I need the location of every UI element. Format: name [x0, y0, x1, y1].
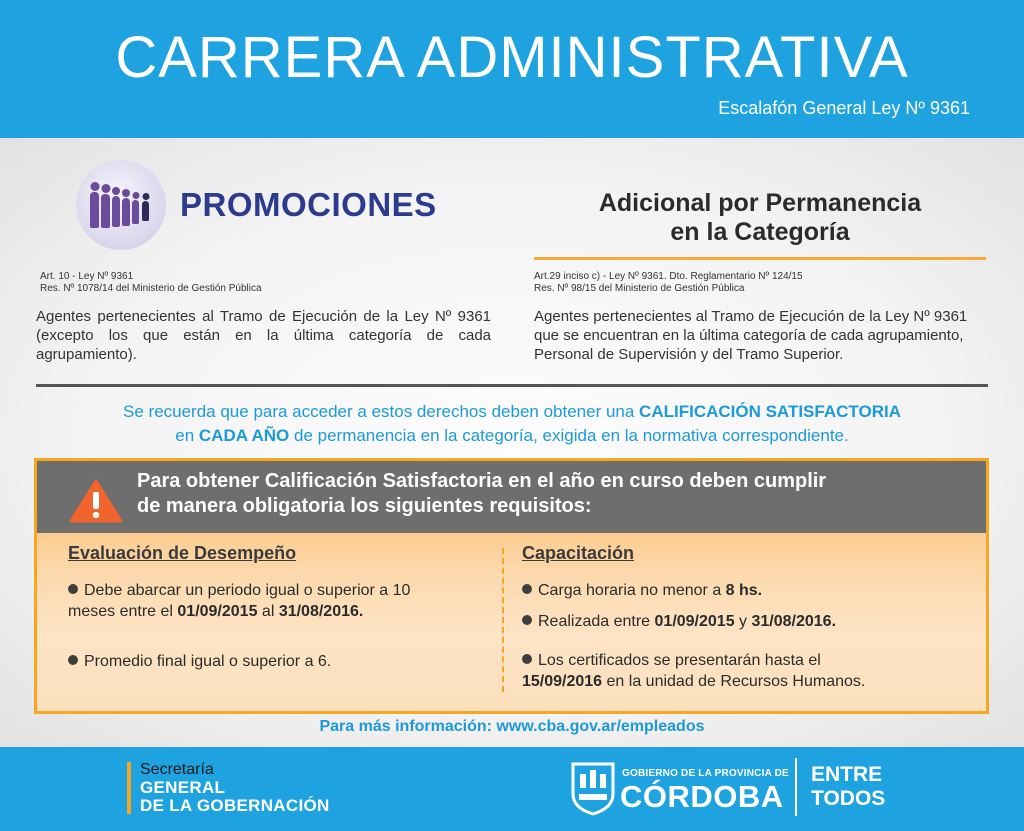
- promociones-description: Agentes pertenecientes al Tramo de Ejecución de la Ley Nº 9361 (excepto los que están en la última categoría de cada agrupamiento).: [36, 308, 491, 363]
- adicional-title-line1: Adicional por Permanencia: [598, 189, 922, 217]
- column-divider: [502, 548, 504, 692]
- requirements-title-line1: Para obtener Calificación Satisfactoria en el año en curso deben cumplir: [137, 470, 827, 492]
- evaluacion-item1-date2: 31/08/2016.: [278, 603, 364, 620]
- capacitacion-item3-date: 15/09/2016: [522, 673, 603, 690]
- entre-todos-line1: ENTRE: [811, 763, 883, 786]
- secretaria-logo-line3: DE LA GOBERNACIÓN: [140, 796, 330, 815]
- capacitacion-item1-bold: 8 hs.: [725, 582, 763, 599]
- adicional-desc-1: Agentes pertenecientes al Tramo de Ejecución de la Ley Nº 9361: [534, 308, 968, 325]
- secretaria-accent-bar: [127, 762, 131, 814]
- adicional-references: [534, 271, 803, 295]
- gobierno-logo-line2: CÓRDOBA: [620, 779, 784, 814]
- capacitacion-item3-b: en la unidad de Recursos Humanos.: [602, 673, 866, 690]
- section-divider: [36, 384, 988, 387]
- adicional-underline: [534, 257, 986, 260]
- capacitacion-item1-a: Carga horaria no menor a: [538, 582, 726, 599]
- promociones-ref-2: Res. Nº 1078/14 del Ministerio de Gestión Pública: [40, 283, 262, 294]
- capacitacion-title: Capacitación: [522, 543, 635, 563]
- reminder-part3: de permanencia en la categoría, exigida en la normativa correspondiente.: [289, 426, 849, 445]
- bullet-icon: [522, 584, 532, 594]
- capacitacion-item2-b: y: [734, 613, 752, 630]
- requirements-header: [37, 461, 986, 533]
- people-queue-icon: [76, 160, 166, 250]
- adicional-desc-2: que se encuentran en la última categoría de cada agrupamiento,: [534, 327, 964, 344]
- secretaria-logo-line2: GENERAL: [140, 778, 226, 797]
- gobierno-logo-line1: GOBIERNO DE LA PROVINCIA DE: [622, 768, 789, 779]
- footer-separator: [795, 758, 797, 816]
- evaluacion-item-2: [68, 651, 498, 672]
- more-info-link[interactable]: Para más información: www.cba.gov.ar/empleados: [319, 718, 705, 735]
- bullet-icon: [68, 584, 78, 594]
- promociones-ref-1: Art. 10 - Ley Nº 9361: [40, 271, 134, 282]
- evaluacion-item-1: [68, 580, 498, 622]
- evaluacion-item1-date1: 01/09/2015: [177, 603, 258, 620]
- adicional-title: [534, 189, 986, 247]
- adicional-desc-3: Personal de Supervisión y del Tramo Superior.: [534, 346, 844, 363]
- capacitacion-item-1: [522, 580, 972, 601]
- evaluacion-item2-text: Promedio final igual o superior a 6.: [84, 653, 332, 670]
- reminder-part1: Se recuerda que para acceder a estos derechos deben obtener una: [123, 402, 640, 421]
- promociones-title: PROMOCIONES: [180, 186, 437, 223]
- capacitacion-item-3: [522, 650, 972, 692]
- evaluacion-title: Evaluación de Desempeño: [68, 543, 297, 563]
- bullet-icon: [522, 615, 532, 625]
- cordoba-shield-icon: [570, 760, 616, 816]
- capacitacion-item2-a: Realizada entre: [538, 613, 655, 630]
- secretaria-logo-line1: Secretaría: [140, 761, 214, 778]
- adicional-ref-2: Res. Nº 98/15 del Ministerio de Gestión Pública: [534, 283, 745, 294]
- reminder-part2: en: [175, 426, 199, 445]
- capacitacion-item-2: [522, 611, 972, 632]
- adicional-title-line2: en la Categoría: [670, 218, 850, 246]
- requirements-title-line2: de manera obligatoria los siguientes requisitos:: [137, 495, 592, 517]
- header-banner: [0, 0, 1024, 138]
- capacitacion-item2-date1: 01/09/2015: [654, 613, 735, 630]
- adicional-ref-1: Art.29 inciso c) - Ley Nº 9361. Dto. Reglamentario Nº 124/15: [534, 271, 803, 282]
- reminder-bold2: CADA AÑO: [198, 426, 290, 445]
- page-subtitle: Escalafón General Ley Nº 9361: [718, 98, 970, 118]
- bullet-icon: [522, 654, 532, 664]
- promociones-references: [40, 271, 262, 295]
- reminder-bold1: CALIFICACIÓN SATISFACTORIA: [639, 402, 901, 421]
- capacitacion-item3-a: Los certificados se presentarán hasta el: [538, 652, 821, 669]
- reminder-text: [0, 400, 1024, 448]
- capacitacion-item2-date2: 31/08/2016.: [751, 613, 837, 630]
- evaluacion-item1-b: meses entre el: [68, 603, 178, 620]
- page-title: CARRERA ADMINISTRATIVA: [115, 25, 909, 90]
- requirements-title: [137, 469, 826, 519]
- bullet-icon: [68, 655, 78, 665]
- entre-todos-line2: TODOS: [811, 787, 886, 810]
- adicional-description: [534, 307, 994, 364]
- warning-icon: [69, 479, 123, 523]
- evaluacion-item1-c: al: [257, 603, 279, 620]
- evaluacion-item1-a: Debe abarcar un periodo igual o superior a 10: [84, 582, 411, 599]
